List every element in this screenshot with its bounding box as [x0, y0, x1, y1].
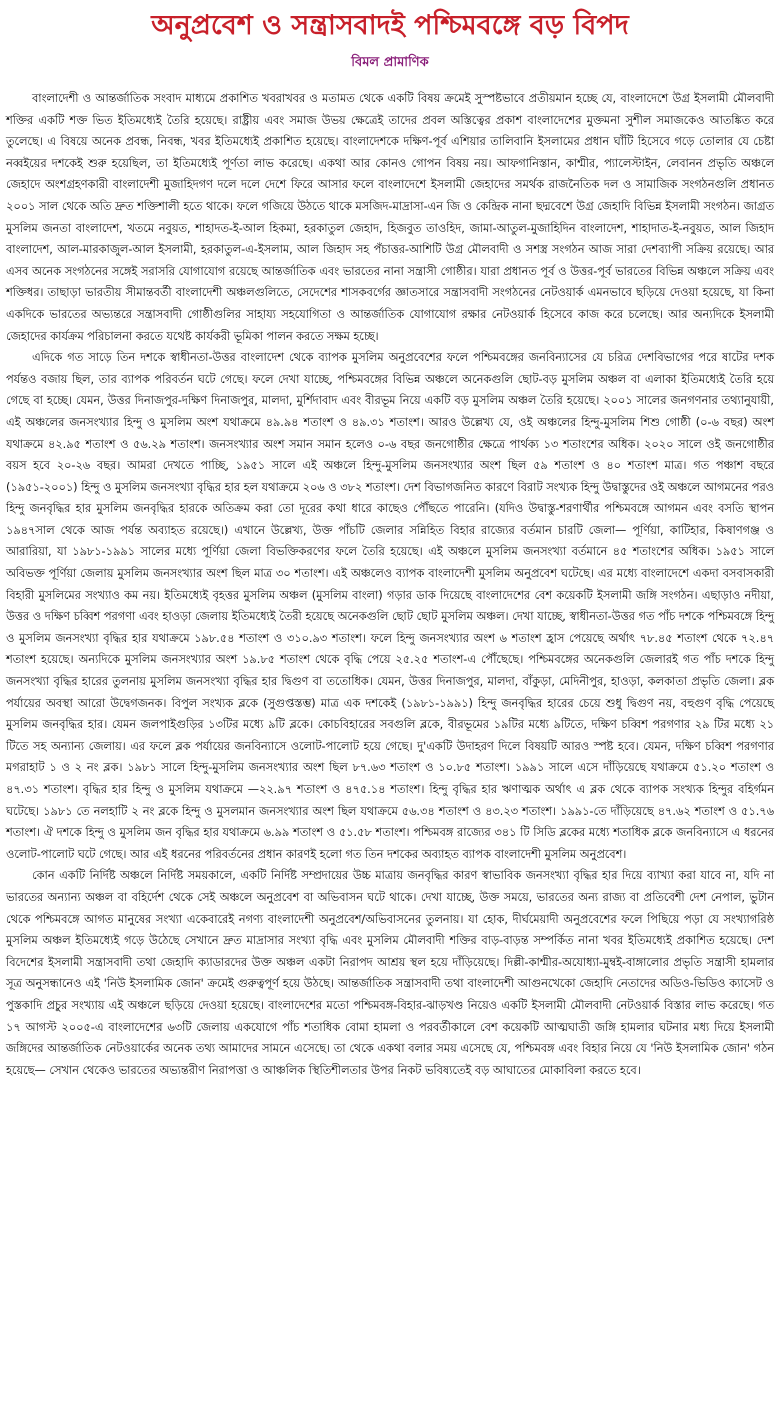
article-author: বিমল প্রামাণিক: [351, 55, 429, 70]
article-body: [6, 88, 774, 1081]
paragraph-2: এদিকে গত সাড়ে তিন দশকে স্বাধীনতা-উত্তর বাংলাদেশ থেকে ব্যাপক মুসলিম অনুপ্রবেশের ফলে পশ্চিমবঙ্গের জনবিন্যাসের যে চরিত্র দেশবিভাগের পরে ষাটের দশক পর্যন্তও বজায় ছিল, তার ব্যাপক পরিবর্তন ঘটে গেছে। ফলে দেখা যাচ্ছে, পশ্চিমবঙ্গের বিভিন্ন অঞ্চলে অনেকগুলি ছোট-বড় মুসলিম অঞ্চল বা এলাকা ইতিমধ্যেই তৈরি হয়ে গেছে বা হচ্ছে। যেমন, উত্তর দিনাজপুর-দক্ষিণ দিনাজপুর, মালদা, মুর্শিদাবাদ এবং বীরভূম নিয়ে একটি বড় মুসলিম অঞ্চল তৈরি হয়েছে। ২০০১ সালের জনগণনার তথ্যানুযায়ী, এই অঞ্চলের জনসংখ্যার হিন্দু ও মুসলিম অংশ যথাক্রমে ৪৯.৯৪ শতাংশ ও ৪৯.৩১ শতাংশ। আরও উল্লেখ্য যে, ওই অঞ্চলের হিন্দু-মুসলিম শিশু গোষ্ঠী (০-৬ বছর) অংশ যথাক্রমে ৪২.৯৫ শতাংশ ও ৫৬.২৯ শতাংশ। জনসংখ্যার অংশ সমান সমান হলেও ০-৬ বছর জনগোষ্ঠীর ক্ষেত্রে পার্থক্য ১৩ শতাংশের অধিক। ২০২০ সালে ওই জনগোষ্ঠীর বয়স হবে ২০-২৬ বছর। আমরা দেখতে পাচ্ছি, ১৯৫১ সালে এই অঞ্চলে হিন্দু-মুসলিম জনসংখ্যার অংশ ছিল ৫৯ শতাংশ ও ৪০ শতাংশ মাত্র। গত পঞ্চাশ বছরে (১৯৫১-২০০১) হিন্দু ও মুসলিম জনসংখ্যা বৃদ্ধির হার হল যথাক্রমে ২০৬ ও ৩৮২ শতাংশ। দেশ বিভাগজনিত কারণে বিরাট সংখ্যক হিন্দু উদ্বাস্তুদের ওই অঞ্চলে আগমনের পরও হিন্দু জনবৃদ্ধির হার মুসলিম জনবৃদ্ধির হারকে অতিক্রম করা তো দূরের কথা ধারে কাছেও পৌঁছতে পারেনি। (যদিও উদ্বাস্তু-শরণার্থীর পশ্চিমবঙ্গে আগমন এবং বসতি স্থাপন ১৯৪৭সাল থেকে আজ পর্যন্ত অব্যাহত রয়েছে।) এখানে উল্লেখ্য, উক্ত পাঁচটি জেলার সন্নিহিত বিহার রাজ্যের বর্তমান চারটি জেলা— পূর্ণিয়া, কাটিহার, কিষাণগঞ্জ ও আরারিয়া, যা ১৯৮১-১৯৯১ সালের মধ্যে পূর্ণিয়া জেলা বিভক্তিকরণের ফলে তৈরি হয়েছে। এই অঞ্চলে মুসলিম জনসংখ্যা বর্তমানে ৪৫ শতাংশের অধিক। ১৯৫১ সালে অবিভক্ত পূর্ণিয়া জেলায় মুসলিম জনসংখ্যার অংশ ছিল মাত্র ৩০ শতাংশ। এই অঞ্চলেও ব্যাপক বাংলাদেশী মুসলিম অনুপ্রবেশ ঘটেছে। এর মধ্যে বাংলাদেশে একদা বসবাসকারী বিহারী মুসলিমের সংখ্যাও কম নয়। ইতিমধ্যেই বৃহত্তর মুসলিম অঞ্চল (মুসলিম বাংলা) গড়ার ডাক দিয়েছে বাংলাদেশের বেশ কয়েকটি ইসলামী জঙ্গি সংগঠন। এছাড়াও নদীয়া, উত্তর ও দক্ষিণ চব্বিশ পরগণা এবং হাওড়া জেলায় ইতিমধ্যেই তৈরী হয়েছে অনেকগুলি ছোট ছোট মুসলিম অঞ্চল। দেখা যাচ্ছে, স্বাধীনতা-উত্তর গত পাঁচ দশকে পশ্চিমবঙ্গে হিন্দু ও মুসলিম জনসংখ্যা বৃদ্ধির হার যথাক্রমে ১৯৮.৫৪ শতাংশ ও ৩১০.৯৩ শতাংশ। ফলে হিন্দু জনসংখ্যার অংশ ৬ শতাংশ হ্রাস পেয়েছে অর্থাৎ ৭৮.৪৫ শতাংশ থেকে ৭২.৪৭ শতাংশ হয়েছে। অন্যদিকে মুসলিম জনসংখ্যার অংশ ১৯.৮৫ শতাংশ থেকে বৃদ্ধি পেয়ে ২৫.২৫ শতাংশ-এ পৌঁছেছে। পশ্চিমবঙ্গের অনেকগুলি জেলারই গত পাঁচ দশকে হিন্দু জনসংখ্যা বৃদ্ধির হারের তুলনায় মুসলিম জনসংখ্যা বৃদ্ধির হার দ্বিগুণ বা ততোধিক। যেমন, উত্তর দিনাজপুর, মালদা, বাঁকুড়া, মেদিনীপুর, হাওড়া, কলকাতা প্রভৃতি জেলা। ব্লক পর্যায়ের অবস্থা আরো উদ্বেগজনক। বিপুল সংখ্যক ব্লকে (সুগুপ্তস্তম্ভ) মাত্র এক দশকেই (১৯৮১-১৯৯১) হিন্দু জনবৃদ্ধির হারের চেয়ে শুধু দ্বিগুণ নয়, বহুগুণ বৃদ্ধি পেয়েছে মুসলিম জনবৃদ্ধির হার। যেমন জলপাইগুড়ির ১৩টির মধ্যে ৯টি ব্লকে। কোচবিহারের সবগুলি ব্লকে, বীরভূমের ১৯টির মধ্যে ৯টিতে, দক্ষিণ চব্বিশ পরগণার ২৯ টির মধ্যে ২১ টিতে সহ অন্যান্য জেলায়। এর ফলে ব্লক পর্যায়ের জনবিন্যাসে ওলোট-পালোট হয়ে গেছে। দু'একটি উদাহরণ দিলে বিষয়টি আরও স্পষ্ট হবে। যেমন, দক্ষিণ চব্বিশ পরগণার মগরাহাট ১ ও ২ নং ব্লক। ১৯৮১ সালে হিন্দু-মুসলিম জনসংখ্যার অংশ ছিল ৮৭.৬৩ শতাংশ ও ১০.৮৫ শতাংশ। ১৯৯১ সালে এসে দাঁড়িয়েছে যথাক্রমে ৫১.২০ শতাংশ ও ৪৭.৩১ শতাংশ। বৃদ্ধির হার হিন্দু ও মুসলিম যথাক্রমে —২২.৯৭ শতাংশ ও ৪৭৫.১৪ শতাংশ। হিন্দু বৃদ্ধির হার ঋণাত্মক অর্থাৎ এ ব্লক থেকে ব্যাপক সংখ্যক হিন্দুর বহির্গমন ঘটেছে। ১৯৮১ তে নলহাটি ২ নং ব্লকে হিন্দু ও মুসলমান জনসংখ্যার অংশ ছিল যথাক্রমে ৫৬.৩৪ শতাংশ ও ৪৩.২৩ শতাংশ। ১৯৯১-তে দাঁড়িয়েছে ৪৭.৬২ শতাংশ ও ৫১.৭৬ শতাংশ। ঐ দশকে হিন্দু ও মুসলিম জন বৃদ্ধির হার যথাক্রমে ৬.৯৯ শতাংশ ও ৫১.৫৮ শতাংশ। পশ্চিমবঙ্গ রাজ্যের ৩৪১ টি সিডি ব্লকের মধ্যে শতাধিক ব্লকে জনবিন্যাসে এ ধরনের ওলোট-পালোট ঘটে গেছে। আর এই ধরনের পরিবর্তনের প্রধান কারণই হলো গত তিন দশকের অব্যাহত ব্যাপক বাংলাদেশী মুসলিম অনুপ্রবেশ।: [6, 351, 774, 861]
article-title: অনুপ্রবেশ ও সন্ত্রাসবাদই পশ্চিমবঙ্গে বড় বিপদ: [151, 10, 629, 41]
paragraph-3: কোন একটি নির্দিষ্ট অঞ্চলে নির্দিষ্ট সময়কালে, একটি নির্দিষ্ট সম্প্রদায়ের উচ্চ মাত্রায় জনবৃদ্ধির কারণ স্বাভাবিক জনসংখ্যা বৃদ্ধির হার দিয়ে ব্যাখ্যা করা যাবে না, যদি না ভারতের অন্যান্য অঞ্চল বা বহির্দেশ থেকে সেই অঞ্চলে অনুপ্রবেশ বা অভিবাসন ঘটে থাকে। দেখা যাচ্ছে, উক্ত সময়ে, ভারতের অন্য রাজ্য বা প্রতিবেশী দেশ নেপাল, ভুটান থেকে পশ্চিমবঙ্গে আগত মানুষের সংখ্যা একেবারেই নগণ্য বাংলাদেশী অনুপ্রবেশ/অভিবাসনের তুলনায়। যা হোক, দীর্ঘমেয়াদী অনুপ্রবেশের ফলে পিছিয়ে পড়া যে সংখ্যাগরিষ্ঠ মুসলিম অঞ্চল ইতিমধ্যেই গড়ে উঠেছে সেখানে দ্রুত মাদ্রাসার সংখ্যা বৃদ্ধি এবং মুসলিম মৌলবাদী শক্তির বাড়-বাড়ন্ত সম্পর্কিত নানা খবর ইতিমধ্যেই প্রকাশিত হয়েছে। দেশ বিদেশের ইসলামী সন্ত্রাসবাদী তথা জেহাদি ক্যাডারদের উক্ত অঞ্চল একটা নিরাপদ আশ্রয় স্থল হয়ে দাঁড়িয়েছে। দিল্লী-কাশ্মীর-অযোধ্যা-মুম্বই-বাঙ্গালোর প্রভৃতি সন্ত্রাসী হামলার সূত্র অনুসন্ধানেও এই 'নিউ ইসলামিক জোন' ক্রমেই গুরুত্বপূর্ণ হয়ে উঠছে। আন্তর্জাতিক সন্ত্রাসবাদী তথা বাংলাদেশী আগুনখেকো জেহাদি নেতাদের অডিও-ভিডিও ক্যাসেট ও পুস্তকাদি প্রচুর সংখ্যায় এই অঞ্চলে ছড়িয়ে দেওয়া হয়েছে। বাংলাদেশের মতো পশ্চিমবঙ্গ-বিহার-ঝাড়খণ্ড নিয়েও একটি ইসলামী মৌলবাদী নেটওয়ার্ক বিস্তার লাভ করেছে। গত ১৭ আগস্ট ২০০৫-এ বাংলাদেশের ৬৩টি জেলায় একযোগে পাঁচ শতাধিক বোমা হামলা ও পরবর্তীকালে বেশ কয়েকটি আত্মঘাতী জঙ্গি হামলার ঘটনার মধ্য দিয়ে ইসলামী জঙ্গিদের আন্তর্জাতিক নেটওয়ার্কের অনেক তথ্য আমাদের সামনে এসেছে। তা থেকে একথা বলার সময় এসেছে যে, পশ্চিমবঙ্গ এবং বিহার নিয়ে যে 'নিউ ইসলামিক জোন' গঠন হয়েছে— সেখান থেকেও ভারতের অভ্যন্তরীণ নিরাপত্তা ও আঞ্চলিক স্থিতিশীলতার উপর নিকট ভবিষ্যতেই বড় আঘাতের মোকাবিলা করতে হবে।: [6, 869, 774, 1077]
paragraph-1: বাংলাদেশী ও আন্তর্জাতিক সংবাদ মাধ্যমে প্রকাশিত খবরাখবর ও মতামত থেকে একটি বিষয় ক্রমেই সুস্পষ্টভাবে প্রতীয়মান হচ্ছে যে, বাংলাদেশে উগ্র ইসলামী মৌলবাদী শক্তির একটি শক্ত ভিত ইতিমধ্যেই তৈরি হয়েছে। রাষ্ট্রীয় এবং সমাজ উভয় ক্ষেত্রেই তাদের প্রবল অস্তিত্বের প্রকাশ বাংলাদেশের মুক্তমনা সুশীল সমাজকেও আতঙ্কিত করে তুলেছে। এ বিষয়ে অনেক প্রবন্ধ, নিবন্ধ, খবর ইতিমধ্যেই প্রকাশিত হয়েছে। বাংলাদেশকে দক্ষিণ-পূর্ব এশিয়ার তালিবানি ইসলামের প্রধান ঘাঁটি হিসেবে গড়ে তোলার যে চেষ্টা নব্বইয়ের দশকেই শুরু হয়েছিল, তা ইতিমধ্যেই পূর্ণতা লাভ করেছে। একথা আর কোনও গোপন বিষয় নয়। আফগানিস্তান, কাশ্মীর, প্যালেস্টাইন, লেবানন প্রভৃতি অঞ্চলে জেহাদে অংশগ্রহণকারী বাংলাদেশী মুজাহিদগণ দলে দলে দেশে ফিরে আসার ফলে বাংলাদেশে ইসলামী জেহাদের সমর্থক রাজনৈতিক দল ও সামাজিক সংগঠনগুলি প্রধানত ২০০১ সাল থেকে অতি দ্রুত শক্তিশালী হতে থাকে। ফলে গজিয়ে উঠতে থাকে মসজিদ-মাদ্রাসা-এন জি ও কেন্দ্রিক নানা ছদ্মবেশে উগ্র জেহাদি বিভিন্ন ইসলামী সংগঠন। জাগ্রত মুসলিম জনতা বাংলাদেশ, খতমে নবুয়ত, শাহাদত-ই-আল হিকমা, হরকাতুল জেহাদ, হিজবুত তাওহিদ, জামা-আতুল-মুজাহিদিন বাংলাদেশ, শাহাদাত-ই-নবুয়ত, আল জিহাদ বাংলাদেশ, আল-মারকাজুল-আল ইসলামী, হরকাতুল-এ-ইসলাম, আল জিহাদ সহ পঁচাত্তর-আশিটি উগ্র মৌলবাদী ও সশস্ত্র সংগঠন আজ সারা দেশব্যাপী সক্রিয় রয়েছে। আর এসব অনেক সংগঠনের সঙ্গেই সরাসরি যোগাযোগ রয়েছে আন্তর্জাতিক এবং ভারতের নানা সন্ত্রাসী গোষ্ঠীর। যারা প্রধানত পূর্ব ও উত্তর-পূর্ব ভারতের বিভিন্ন অঞ্চলে সক্রিয় এবং শক্তিধর। তাছাড়া ভারতীয় সীমান্তবর্তী বাংলাদেশী অঞ্চলগুলিতে, সেদেশের শাসকবর্গের জ্ঞাতসারে সন্ত্রাসবাদী সংগঠনের নেটওয়ার্ক এমনভাবে ছড়িয়ে দেওয়া হয়েছে, যা কিনা একদিকে ভারতের অভ্যন্তরে সন্ত্রাসবাদী গোষ্ঠীগুলির সাহায্য সহযোগিতা ও আন্তর্জাতিক যোগাযোগ রক্ষার নেটওয়ার্ক হিসেবে কাজ করে চলেছে। আর অন্যদিকে ইসলামী জেহাদের কার্যক্রম পরিচালনা করতে যথেষ্ট কার্যকরী ভূমিকা পালন করতে সক্ষম হচ্ছে।: [6, 92, 774, 343]
